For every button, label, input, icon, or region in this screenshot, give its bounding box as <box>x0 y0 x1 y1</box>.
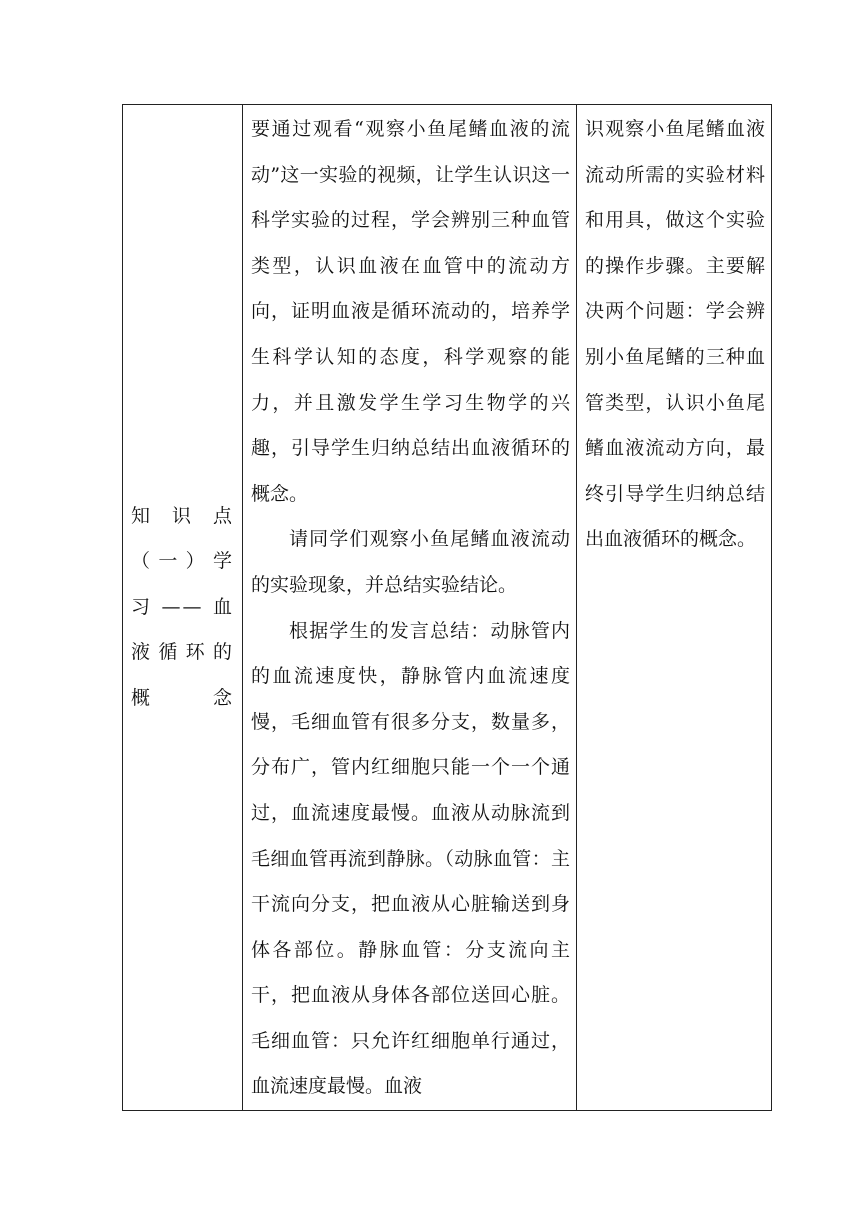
activity-paragraph-3: 根据学生的发言总结：动脉管内的血流速度快，静脉管内血流速度慢，毛细血管有很多分支，数量多，分布广，管内红细胞只能一个一个通过，血流速度最慢。血液从动脉流到毛细血管再流到静脉。（动脉血管：主干流向分支，把血液从心脏输送到身体各部位。静脉血管：分支流向主干，把血液从身体各部位送回心脏。毛细血管：只允许红细胞单行通过，血流速度最慢。血液 <box>251 619 570 1098</box>
table-row <box>123 105 772 1111</box>
activity-paragraph-2: 请同学们观察小鱼尾鳍血液流动的实验现象，并总结实验结论。 <box>251 528 570 596</box>
topic-text: 知 识 点（一）学习——血液循环的概念 <box>131 504 234 709</box>
topic-cell <box>123 105 243 1111</box>
design-intent-cell <box>577 105 772 1111</box>
activity-paragraph-1: 要通过观看“观察小鱼尾鳍血液的流动”这一实验的视频，让学生认识这一科学实验的过程，学会辨别三种血管类型，认识血液在血管中的流动方向，证明血液是循环流动的，培养学生科学认知的态度，科学观察的能力，并且激发学生学习生物学的兴趣，引导学生归纳总结出血液循环的概念。 <box>251 118 570 505</box>
design-intent-text: 识观察小鱼尾鳍血液流动所需的实验材料和用具，做这个实验的操作步骤。主要解决两个问题：学会辨别小鱼尾鳍的三种血管类型，认识小鱼尾鳍血液流动方向，最终引导学生归纳总结出血液循环的概念。 <box>585 118 765 551</box>
lesson-plan-table <box>122 104 772 1111</box>
teaching-activity-cell <box>243 105 577 1111</box>
